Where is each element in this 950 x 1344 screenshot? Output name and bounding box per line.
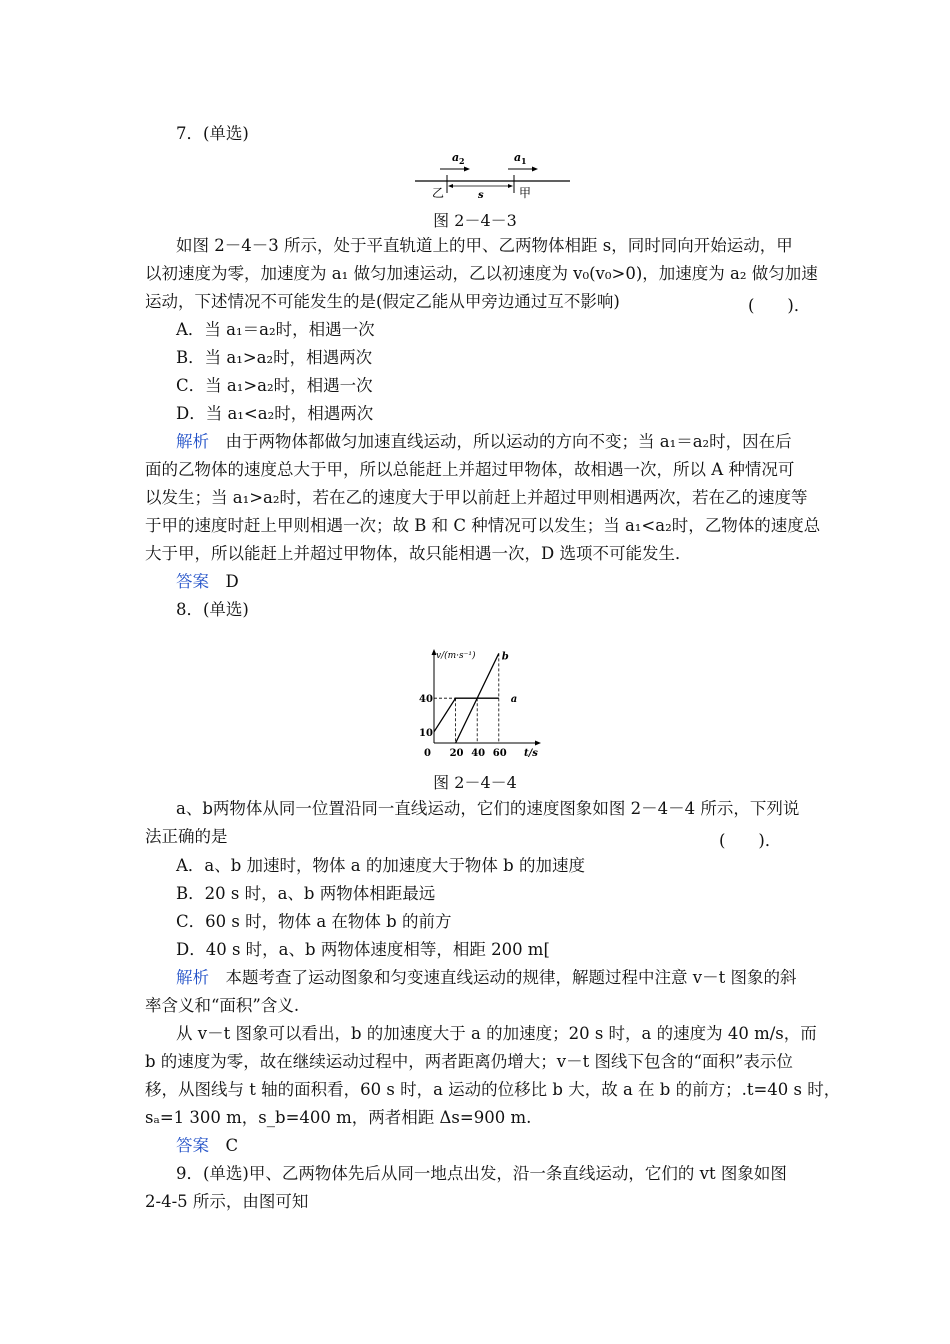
q8-answer-line bbox=[176, 1136, 238, 1156]
q9-line-1: 9．(单选)甲、乙两物体先后从同一地点出发，沿一条直线运动，它们的 vt 图象如图 bbox=[176, 1164, 787, 1183]
q8-jiexi-line-2: 率含义和“面积”含义. bbox=[145, 996, 300, 1015]
q7-figure bbox=[410, 150, 575, 202]
series-a-line bbox=[434, 698, 499, 732]
q7-jiexi-text-1: 由于两物体都做匀加速直线运动，所以运动的方向不变；当 a₁＝a₂时，因在后 bbox=[225, 432, 792, 451]
q7-jiexi-line-2: 面的乙物体的速度总大于甲，所以总能赶上并超过甲物体，故相遇一次，所以 A 种情况可 bbox=[145, 460, 795, 479]
q7-stem-line-1: 如图 2－4－3 所示，处于平直轨道上的甲、乙两物体相距 s，同时同向开始运动，甲 bbox=[176, 236, 793, 255]
q8-stem-line-2: 法正确的是 bbox=[145, 827, 228, 846]
q8-vt-chart bbox=[410, 622, 545, 767]
q7-fig-s-arrow-right bbox=[508, 184, 513, 188]
q8-jiexi-label: 解析 bbox=[176, 968, 209, 987]
q7-fig-s-arrow-left bbox=[448, 184, 453, 188]
q7-option-d: D．当 a₁<a₂时，相遇两次 bbox=[176, 404, 374, 423]
q9-line-2: 2-4-5 所示，由图可知 bbox=[145, 1192, 309, 1211]
q8-para-line-2: b 的速度为零，故在继续运动过程中，两者距离仍增大；v－t 图线下包含的“面积”表示位 bbox=[145, 1052, 793, 1071]
y-axis-label: v/(m·s⁻¹) bbox=[436, 651, 476, 661]
q8-para-line-3: 移，从图线与 t 轴的面积看，60 s 时，a 运动的位移比 b 大，故 a 在 b 的前方；.t=40 s 时， bbox=[145, 1080, 841, 1099]
q7-fig-a1: a bbox=[514, 151, 522, 164]
q7-option-b: B．当 a₁>a₂时，相遇两次 bbox=[176, 348, 373, 367]
q8-answer-label: 答案 bbox=[176, 1136, 209, 1155]
q7-fig-a2-sub: 2 bbox=[459, 156, 465, 166]
q7-jiexi-line-3: 以发生；当 a₁>a₂时，若在乙的速度大于甲以前赶上并超过甲则相遇两次，若在乙的速度等 bbox=[145, 488, 808, 507]
q7-stem-line-2: 以初速度为零，加速度为 a₁ 做匀加速运动，乙以初速度为 v₀(v₀>0)，加速度为 a₂ 做匀加速 bbox=[145, 264, 818, 283]
q8-answer-paren: ( )． bbox=[719, 831, 782, 850]
q7-fig-jia: 甲 bbox=[519, 186, 532, 200]
x-axis-label: t/s bbox=[524, 748, 538, 759]
q8-jiexi-text-1: 本题考查了运动图象和匀变速直线运动的规律，解题过程中注意 v－t 图象的斜 bbox=[225, 968, 797, 987]
q7-fig-s: s bbox=[478, 190, 484, 201]
q7-fig-a1-sub: 1 bbox=[521, 156, 527, 166]
q7-fig-a1-arrowhead bbox=[532, 167, 538, 172]
q7-answer-value: D bbox=[225, 572, 239, 591]
q8-heading: 8．(单选) bbox=[176, 600, 249, 619]
q8-option-c: C．60 s 时，物体 a 在物体 b 的前方 bbox=[176, 912, 452, 931]
q7-stem-line-3: 运动，下述情况不可能发生的是(假定乙能从甲旁边通过互不影响) bbox=[145, 292, 620, 311]
q7-fig-a2-arrowhead bbox=[464, 167, 470, 172]
q7-jiexi-line-1 bbox=[176, 432, 792, 452]
q7-fig-a2: a bbox=[452, 151, 460, 164]
x-axis-arrow bbox=[535, 741, 541, 746]
q7-heading: 7．(单选) bbox=[176, 124, 249, 143]
q8-jiexi-line-1 bbox=[176, 968, 796, 988]
q7-answer-paren: ( )． bbox=[748, 296, 811, 315]
q8-answer-value: C bbox=[225, 1136, 239, 1155]
y-tick-label-40: 40 bbox=[419, 694, 433, 706]
y-tick-label-10: 10 bbox=[419, 727, 433, 739]
q8-para-line-4: sₐ=1 300 m，s_b=400 m，两者相距 Δs=900 m. bbox=[145, 1108, 532, 1127]
q8-option-b: B．20 s 时，a、b 两物体相距最远 bbox=[176, 884, 436, 903]
q7-option-c: C．当 a₁>a₂时，相遇一次 bbox=[176, 376, 373, 395]
q8-para-line-1: 从 v－t 图象可以看出，b 的加速度大于 a 的加速度；20 s 时，a 的速度为 40 m/s，而 bbox=[176, 1024, 817, 1043]
q8-option-a: A．a、b 加速时，物体 a 的加速度大于物体 b 的加速度 bbox=[176, 856, 585, 875]
q8-stem-line-1: a、b两物体从同一位置沿同一直线运动，它们的速度图象如图 2－4－4 所示，下列说 bbox=[176, 799, 800, 818]
x-tick-label-40: 40 bbox=[471, 748, 486, 759]
q7-option-a: A．当 a₁＝a₂时，相遇一次 bbox=[176, 320, 375, 339]
x-tick-label-60: 60 bbox=[492, 748, 507, 759]
q7-answer-line bbox=[176, 572, 239, 592]
q7-answer-label: 答案 bbox=[176, 572, 209, 591]
series-b-label: b bbox=[501, 651, 509, 663]
q7-fig-yi: 乙 bbox=[432, 186, 445, 200]
q8-caption: 图 2－4－4 bbox=[433, 773, 517, 792]
q7-jiexi-line-4: 于甲的速度时赶上甲则相遇一次；故 B 和 C 种情况可以发生；当 a₁<a₂时，乙物体的速度总 bbox=[145, 516, 821, 535]
x-tick-label-20: 20 bbox=[449, 748, 464, 759]
q7-jiexi-line-5: 大于甲，所以能赶上并超过甲物体，故只能相遇一次，D 选项不可能发生． bbox=[145, 544, 692, 563]
series-a-label: a bbox=[510, 694, 518, 706]
q8-option-d: D．40 s 时，a、b 两物体速度相等，相距 200 m[ bbox=[176, 940, 550, 959]
q7-jiexi-label: 解析 bbox=[176, 432, 209, 451]
q7-caption: 图 2－4－3 bbox=[433, 211, 517, 230]
x-tick-label-0: 0 bbox=[424, 748, 431, 759]
